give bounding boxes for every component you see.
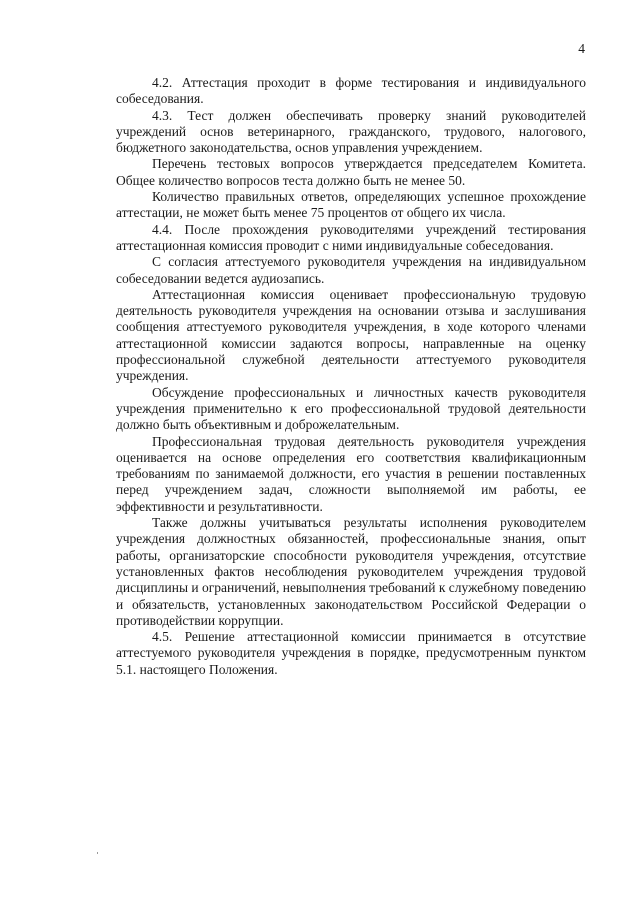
paragraph-4-4: 4.4. После прохождения руководителями учреждений тестирования аттестационная комиссия проводит с ними индивидуальные собеседования. [116,221,586,253]
scan-speck [97,852,98,854]
paragraph-4-3: 4.3. Тест должен обеспечивать проверку знаний руководителей учреждений основ ветеринарного, гражданского, трудового, налогового, бюджетного законодательства, основ управления учреждением. [116,107,586,156]
paragraph-4-2: 4.2. Аттестация проходит в форме тестирования и индивидуального собеседования. [116,75,586,107]
page-number: 4 [578,41,585,56]
paragraph-discussion: Обсуждение профессиональных и личностных качеств руководителя учреждения применительно к его профессиональной трудовой деятельности должно быть объективным и доброжелательным. [116,384,586,433]
paragraph-results-considered: Также должны учитываться результаты исполнения руководителем учреждения должностных обязанностей, профессиональные знания, опыт работы, организаторские способности руководителя учреждения, отсутствие установленных фактов несоблюдения руководителем учреждения трудовой дисциплины и ограничений, невыполнения требований к служебному поведению и обязательств, установленных законодательством Российской Федерации о противодействии коррупции. [116,515,586,628]
paragraph-commission-evaluation: Аттестационная комиссия оценивает профессиональную трудовую деятельность руководителя учреждения на основании отзыва и заслушивания сообщения аттестуемого руководителя учреждения, в ходе которого членами аттестационной комиссии задаются вопросы, направленные на оценку профессиональной служебной деятельности аттестуемого руководителя учреждения. [116,286,586,384]
document-body [116,75,586,678]
paragraph-test-questions: Перечень тестовых вопросов утверждается председателем Комитета. Общее количество вопросов теста должно быть не менее 50. [116,156,586,188]
paragraph-audio-recording: С согласия аттестуемого руководителя учреждения на индивидуальном собеседовании ведется аудиозапись. [116,254,586,286]
paragraph-4-5: 4.5. Решение аттестационной комиссии принимается в отсутствие аттестуемого руководителя учреждения в порядке, предусмотренным пунктом 5.1. настоящего Положения. [116,629,586,677]
paragraph-correct-answers: Количество правильных ответов, определяющих успешное прохождение аттестации, не может быть менее 75 процентов от общего их числа. [116,189,586,221]
paragraph-professional-activity: Профессиональная трудовая деятельность руководителя учреждения оценивается на основе определения его соответствия квалификационным требованиям по занимаемой должности, его участия в решении поставленных перед учреждением задач, сложности выполняемой им работы, ее эффективности и результативности. [116,433,586,514]
